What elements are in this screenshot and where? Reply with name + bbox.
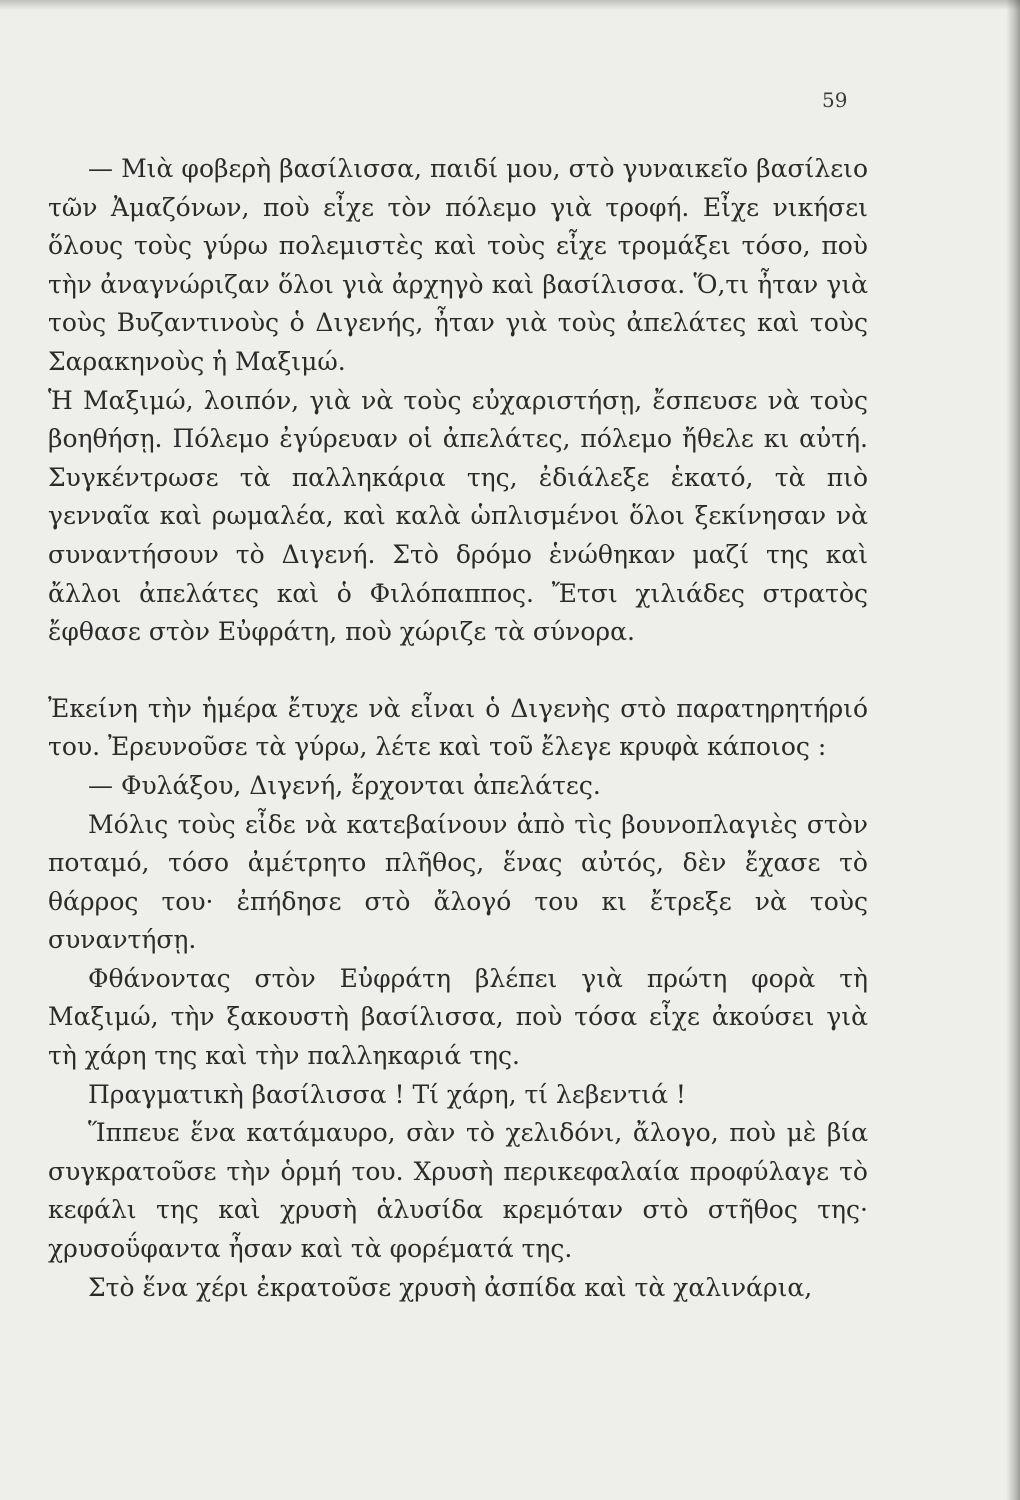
paragraph-1: — Μιὰ φοβερὴ βασίλισσα, παιδί μου, στὸ γυναικεῖο βασίλειο τῶν Ἀμαζόνων, ποὺ εἶχε τὸν πόλεμο γιὰ τροφή. Εἶχε νικήσει ὅλους τοὺς γύρω πολεμιστὲς καὶ τοὺς εἶχε τρομάξει τόσο, ποὺ τὴν ἀναγνώριζαν ὅλοι γιὰ ἀρχηγὸ καὶ βασίλισσα. Ὅ,τι ἦταν γιὰ τοὺς Βυζαντινοὺς ὁ Διγενής, ἦταν γιὰ τοὺς ἀπελάτες καὶ τοὺς Σαρακηνοὺς ἡ Μαξιμώ.: [48, 154, 868, 376]
top-edge-shadow: [0, 0, 1020, 10]
paragraph-3: Ἐκείνη τὴν ἡμέρα ἔτυχε νὰ εἶναι ὁ Διγενὴς στὸ παρατηρητήριό του. Ἐρευνοῦσε τὰ γύρω, λέτε καὶ τοῦ ἔλεγε κρυφὰ κάποιος :: [48, 693, 868, 762]
body-text: [48, 150, 868, 1307]
paragraph-5: Μόλις τοὺς εἶδε νὰ κατεβαίνουν ἀπὸ τὶς βουνοπλαγιὲς στὸν ποταμό, τόσο ἀμέτρητο πλῆθος, ἕνας αὐτός, δὲν ἔχασε τὸ θάρρος του· ἐπήδησε στὸ ἄλογό του κι ἔτρεξε νὰ τοὺς συναντήσῃ.: [48, 809, 868, 955]
paragraph-9: Στὸ ἕνα χέρι ἐκρατοῦσε χρυσὴ ἀσπίδα καὶ τὰ χαλινάρια,: [88, 1272, 813, 1302]
paragraph-6: Φθάνοντας στὸν Εὐφράτη βλέπει γιὰ πρώτη φορὰ τὴ Μαξιμώ, τὴν ξακουστὴ βασίλισσα, ποὺ τόσα εἶχε ἀκούσει γιὰ τὴ χάρη της καὶ τὴν παλληκαριά της.: [48, 963, 868, 1071]
page-number: 59: [822, 88, 848, 112]
section-gap: [48, 652, 868, 690]
paragraph-4: — Φυλάξου, Διγενή, ἔρχονται ἀπελάτες.: [88, 770, 601, 800]
paragraph-8: Ἵππευε ἕνα κατάμαυρο, σὰν τὸ χελιδόνι, ἄλογο, ποὺ μὲ βία συγκρατοῦσε τὴν ὁρμή του. Χρυσὴ περικεφαλαία προφύλαγε τὸ κεφάλι της καὶ χρυσὴ ἁλυσίδα κρεμόταν στὸ στῆθος της· χρυσοΰφαντα ἦσαν καὶ τὰ φορέματά της.: [48, 1118, 868, 1264]
paragraph-2: Ἡ Μαξιμώ, λοιπόν, γιὰ νὰ τοὺς εὐχαριστήσῃ, ἔσπευσε νὰ τοὺς βοηθήσῃ. Πόλεμο ἐγύρευαν οἱ ἀπελάτες, πόλεμο ἤθελε κι αὐτή. Συγκέντρωσε τὰ παλληκάρια της, ἐδιάλεξε ἑκατό, τὰ πιὸ γενναῖα καὶ ρωμαλέα, καὶ καλὰ ὡπλισμένοι ὅλοι ξεκίνησαν νὰ συναντήσουν τὸ Διγενή. Στὸ δρόμο ἑνώθηκαν μαζί της καὶ ἄλλοι ἀπελάτες καὶ ὁ Φιλόπαππος. Ἔτσι χιλιάδες στρατὸς ἔφθασε στὸν Εὐφράτη, ποὺ χώριζε τὰ σύνορα.: [48, 385, 868, 647]
right-edge-shadow: [1006, 0, 1020, 1500]
paragraph-7: Πραγματικὴ βασίλισσα ! Τί χάρη, τί λεβεντιά !: [88, 1079, 686, 1109]
